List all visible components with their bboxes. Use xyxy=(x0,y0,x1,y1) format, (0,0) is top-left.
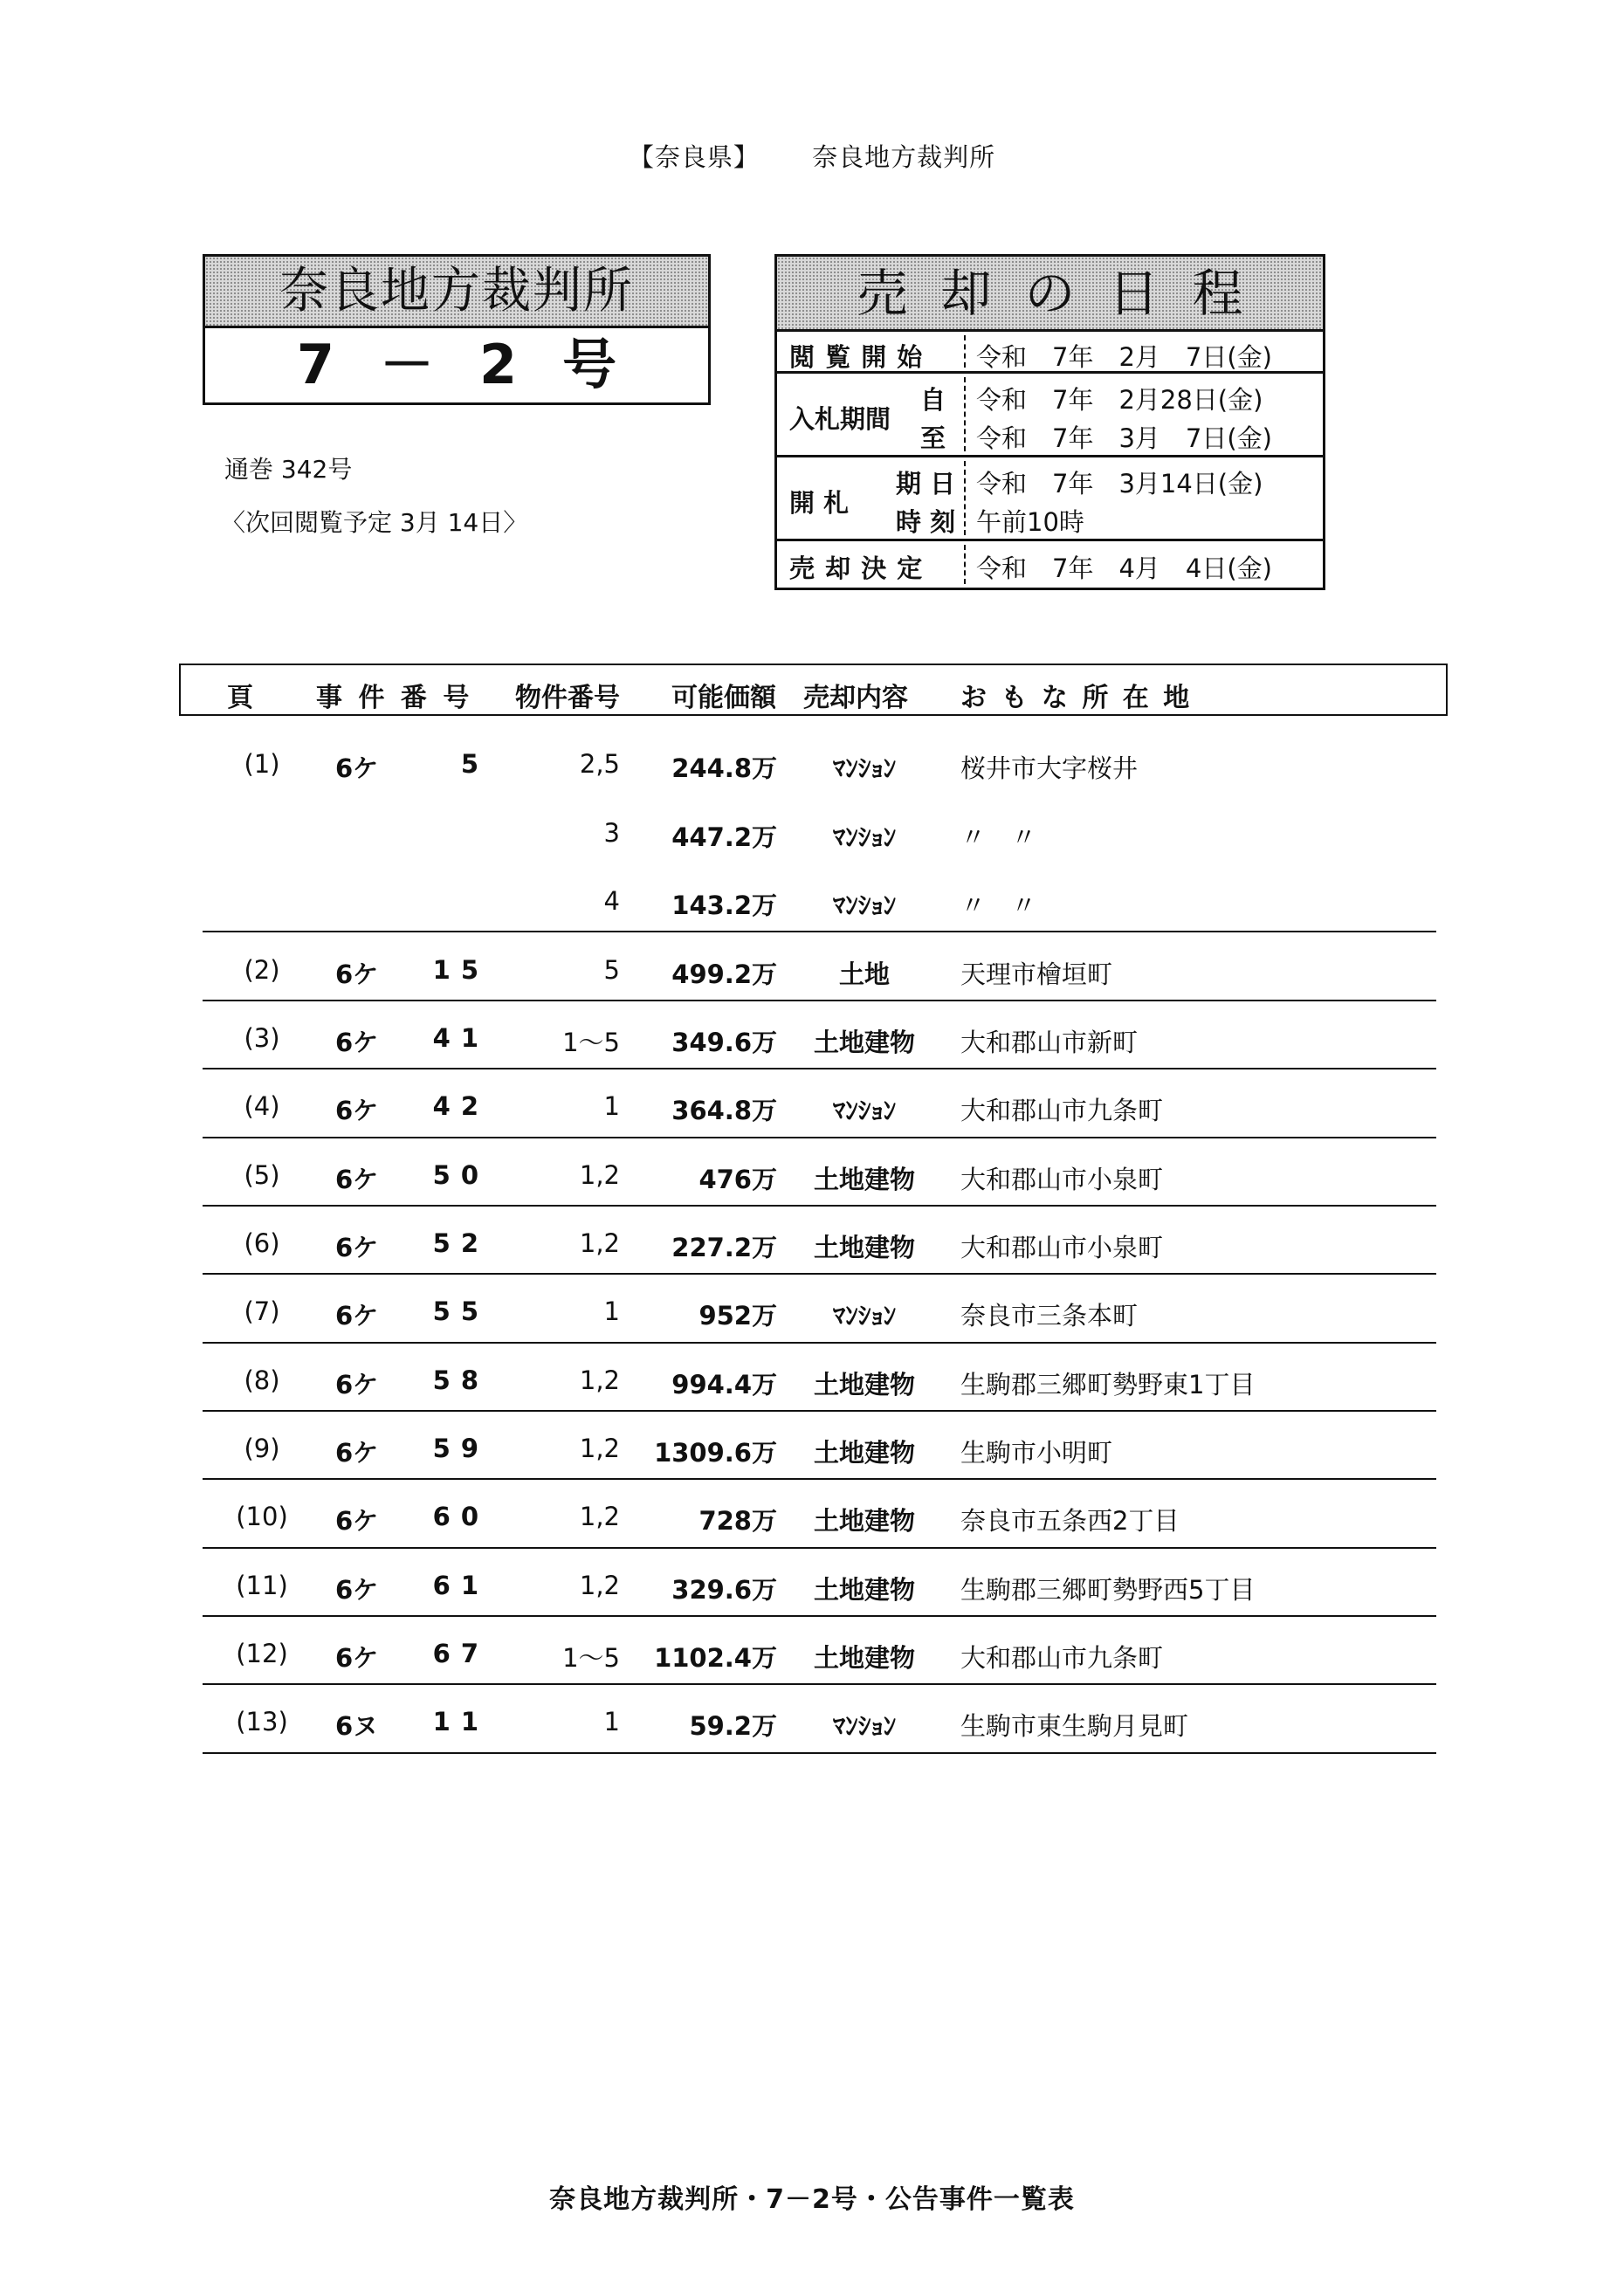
sale-decision-date: 令和 7年 4月 4日(金) xyxy=(976,554,1272,583)
cell-case-number: 11 xyxy=(432,1707,489,1736)
schedule-row-decision xyxy=(777,541,1323,588)
page-footer: 奈良地方裁判所・7－2号・公告事件一覧表 xyxy=(549,2184,1075,2215)
cell-location: 〃 〃 xyxy=(960,891,1037,920)
cell-item-number: 4 xyxy=(603,886,620,916)
cell-case-number: 58 xyxy=(432,1365,489,1395)
cell-case-prefix: 6ケ xyxy=(335,1233,379,1262)
cell-case-prefix: 6ケ xyxy=(335,1438,379,1468)
row-divider xyxy=(203,1000,1436,1001)
cell-page-ref: (12) xyxy=(236,1639,288,1668)
prefecture-label: 【奈良県】 xyxy=(628,142,760,172)
col-location: お も な 所 在 地 xyxy=(960,683,1193,713)
cell-case-prefix: 6ケ xyxy=(335,1096,379,1125)
cell-case-number: 61 xyxy=(432,1571,489,1600)
cell-case-prefix: 6ケ xyxy=(335,1370,379,1399)
sale-schedule-box xyxy=(774,254,1325,590)
cell-location: 桜井市大字桜井 xyxy=(960,753,1139,783)
cell-sale-type: 土地建物 xyxy=(813,1233,915,1262)
col-sale-type: 売却内容 xyxy=(803,683,908,713)
cell-case-number: 59 xyxy=(432,1434,489,1463)
opening-time: 午前10時 xyxy=(976,507,1084,537)
cell-item-number: 1～5 xyxy=(562,1028,620,1057)
cell-location: 奈良市三条本町 xyxy=(960,1301,1139,1331)
cell-item-number: 1,2 xyxy=(579,1160,620,1190)
cell-case-prefix: 6ケ xyxy=(335,1301,379,1331)
case-table-header xyxy=(179,664,1448,716)
cell-case-number: 42 xyxy=(432,1091,489,1121)
cell-page-ref: (5) xyxy=(244,1160,280,1190)
cell-item-number: 2,5 xyxy=(579,749,620,779)
schedule-divider xyxy=(964,461,966,535)
cell-page-ref: (3) xyxy=(244,1023,280,1053)
cell-price: 1102.4万 xyxy=(654,1643,777,1673)
bidding-to-label: 至 xyxy=(920,423,946,453)
cell-case-prefix: 6ケ xyxy=(335,1643,379,1673)
cell-page-ref: (2) xyxy=(244,955,280,985)
cell-location: 生駒市東生駒月見町 xyxy=(960,1711,1189,1741)
cell-item-number: 1,2 xyxy=(579,1434,620,1463)
cell-sale-type: 土地建物 xyxy=(813,1575,915,1605)
col-case-number: 事 件 番 号 xyxy=(316,683,473,713)
cell-case-number: 67 xyxy=(432,1639,489,1668)
cell-price: 476万 xyxy=(698,1165,777,1194)
cell-page-ref: (11) xyxy=(236,1571,288,1600)
row-divider xyxy=(203,1615,1436,1617)
cell-case-number: 5 xyxy=(460,749,489,779)
col-item-number: 物件番号 xyxy=(515,683,620,713)
row-divider xyxy=(203,1342,1436,1344)
row-divider xyxy=(203,1410,1436,1412)
sale-decision-label: 売 却 決 定 xyxy=(789,554,924,583)
cell-location: 生駒市小明町 xyxy=(960,1438,1113,1468)
cell-item-number: 1,2 xyxy=(579,1365,620,1395)
cell-case-number: 50 xyxy=(432,1160,489,1190)
cell-price: 499.2万 xyxy=(671,959,777,989)
cell-item-number: 1,2 xyxy=(579,1228,620,1258)
row-divider xyxy=(203,931,1436,932)
next-viewing-date: 〈次回閲覧予定 3月 14日〉 xyxy=(221,508,528,537)
cell-sale-type: ﾏﾝｼｮﾝ xyxy=(832,1096,897,1125)
cell-case-prefix: 6ケ xyxy=(335,1028,379,1057)
cell-page-ref: (10) xyxy=(236,1502,288,1531)
cell-location: 奈良市五条西2丁目 xyxy=(960,1506,1180,1536)
cell-page-ref: (9) xyxy=(244,1434,280,1463)
cell-location: 生駒郡三郷町勢野西5丁目 xyxy=(960,1575,1256,1605)
cell-price: 244.8万 xyxy=(671,753,777,783)
cell-item-number: 3 xyxy=(603,818,620,848)
opening-label: 開 札 xyxy=(789,488,850,518)
cell-item-number: 1,2 xyxy=(579,1571,620,1600)
cell-location: 生駒郡三郷町勢野東1丁目 xyxy=(960,1370,1256,1399)
row-divider xyxy=(203,1068,1436,1069)
schedule-divider xyxy=(964,335,966,368)
cell-item-number: 1 xyxy=(603,1091,620,1121)
cell-sale-type: 土地建物 xyxy=(813,1438,915,1468)
cell-price: 728万 xyxy=(698,1506,777,1536)
cell-case-prefix: 6ヌ xyxy=(335,1711,379,1741)
cell-sale-type: ﾏﾝｼｮﾝ xyxy=(832,891,897,920)
cell-location: 大和郡山市九条町 xyxy=(960,1096,1164,1125)
cell-location: 大和郡山市新町 xyxy=(960,1028,1139,1057)
cell-page-ref: (1) xyxy=(244,749,280,779)
cell-item-number: 1～5 xyxy=(562,1643,620,1673)
opening-date-label: 期 日 xyxy=(896,469,956,499)
col-page: 頁 xyxy=(227,683,253,713)
row-divider xyxy=(203,1478,1436,1480)
cell-page-ref: (13) xyxy=(236,1707,288,1736)
cell-price: 364.8万 xyxy=(671,1096,777,1125)
viewing-start-date: 令和 7年 2月 7日(金) xyxy=(976,342,1272,372)
cell-case-number: 41 xyxy=(432,1023,489,1053)
cell-sale-type: ﾏﾝｼｮﾝ xyxy=(832,1301,897,1331)
row-divider xyxy=(203,1273,1436,1275)
cell-case-number: 52 xyxy=(432,1228,489,1258)
row-divider xyxy=(203,1752,1436,1754)
cell-sale-type: ﾏﾝｼｮﾝ xyxy=(832,1711,897,1741)
cell-sale-type: 土地建物 xyxy=(813,1506,915,1536)
bidding-to-date: 令和 7年 3月 7日(金) xyxy=(976,423,1272,453)
cell-location: 大和郡山市小泉町 xyxy=(960,1165,1164,1194)
cell-sale-type: 土地 xyxy=(838,959,890,989)
cell-price: 227.2万 xyxy=(671,1233,777,1262)
court-label: 奈良地方裁判所 xyxy=(812,142,996,172)
cell-price: 1309.6万 xyxy=(654,1438,777,1468)
bidding-from-label: 自 xyxy=(920,385,946,415)
col-price: 可能価額 xyxy=(671,683,776,713)
page-header xyxy=(0,138,1624,174)
title-box xyxy=(203,254,711,405)
cell-sale-type: ﾏﾝｼｮﾝ xyxy=(832,753,897,783)
cell-case-prefix: 6ケ xyxy=(335,1575,379,1605)
schedule-title: 売却の日程 xyxy=(777,257,1323,332)
bidding-from-date: 令和 7年 2月28日(金) xyxy=(976,385,1263,415)
cell-case-prefix: 6ケ xyxy=(335,1165,379,1194)
cell-case-prefix: 6ケ xyxy=(335,753,379,783)
cell-location: 大和郡山市九条町 xyxy=(960,1643,1164,1673)
row-divider xyxy=(203,1683,1436,1685)
cell-page-ref: (6) xyxy=(244,1228,280,1258)
viewing-start-label: 閲 覧 開 始 xyxy=(789,342,924,372)
schedule-divider xyxy=(964,545,966,584)
cell-price: 349.6万 xyxy=(671,1028,777,1057)
bidding-period-label: 入札期間 xyxy=(789,404,891,434)
cell-page-ref: (4) xyxy=(244,1091,280,1121)
cell-item-number: 5 xyxy=(603,955,620,985)
cell-location: 大和郡山市小泉町 xyxy=(960,1233,1164,1262)
cell-price: 59.2万 xyxy=(689,1711,777,1741)
cell-case-prefix: 6ケ xyxy=(335,959,379,989)
cell-item-number: 1 xyxy=(603,1296,620,1326)
cell-price: 994.4万 xyxy=(671,1370,777,1399)
cell-page-ref: (7) xyxy=(244,1296,280,1326)
issue-number: 7－2号 xyxy=(296,333,663,396)
cell-sale-type: 土地建物 xyxy=(813,1643,915,1673)
row-divider xyxy=(203,1205,1436,1207)
cell-location: 天理市檜垣町 xyxy=(960,959,1113,989)
row-divider xyxy=(203,1137,1436,1138)
cell-price: 329.6万 xyxy=(671,1575,777,1605)
cell-case-number: 15 xyxy=(432,955,489,985)
cell-price: 952万 xyxy=(698,1301,777,1331)
schedule-row-viewing xyxy=(777,332,1323,374)
opening-date: 令和 7年 3月14日(金) xyxy=(976,469,1263,499)
cell-sale-type: 土地建物 xyxy=(813,1370,915,1399)
cell-sale-type: ﾏﾝｼｮﾝ xyxy=(832,822,897,852)
cell-item-number: 1 xyxy=(603,1707,620,1736)
cell-item-number: 1,2 xyxy=(579,1502,620,1531)
cell-location: 〃 〃 xyxy=(960,822,1037,852)
schedule-divider xyxy=(964,377,966,451)
court-name-title: 奈良地方裁判所 xyxy=(205,257,708,328)
cell-case-number: 55 xyxy=(432,1296,489,1326)
opening-time-label: 時 刻 xyxy=(896,507,956,537)
schedule-row-bidding xyxy=(777,374,1323,457)
schedule-row-opening xyxy=(777,457,1323,541)
row-divider xyxy=(203,1547,1436,1549)
volume-number: 通巻 342号 xyxy=(224,455,353,484)
cell-price: 143.2万 xyxy=(671,891,777,920)
cell-page-ref: (8) xyxy=(244,1365,280,1395)
cell-price: 447.2万 xyxy=(671,822,777,852)
cell-sale-type: 土地建物 xyxy=(813,1165,915,1194)
cell-case-number: 60 xyxy=(432,1502,489,1531)
cell-case-prefix: 6ケ xyxy=(335,1506,379,1536)
cell-sale-type: 土地建物 xyxy=(813,1028,915,1057)
